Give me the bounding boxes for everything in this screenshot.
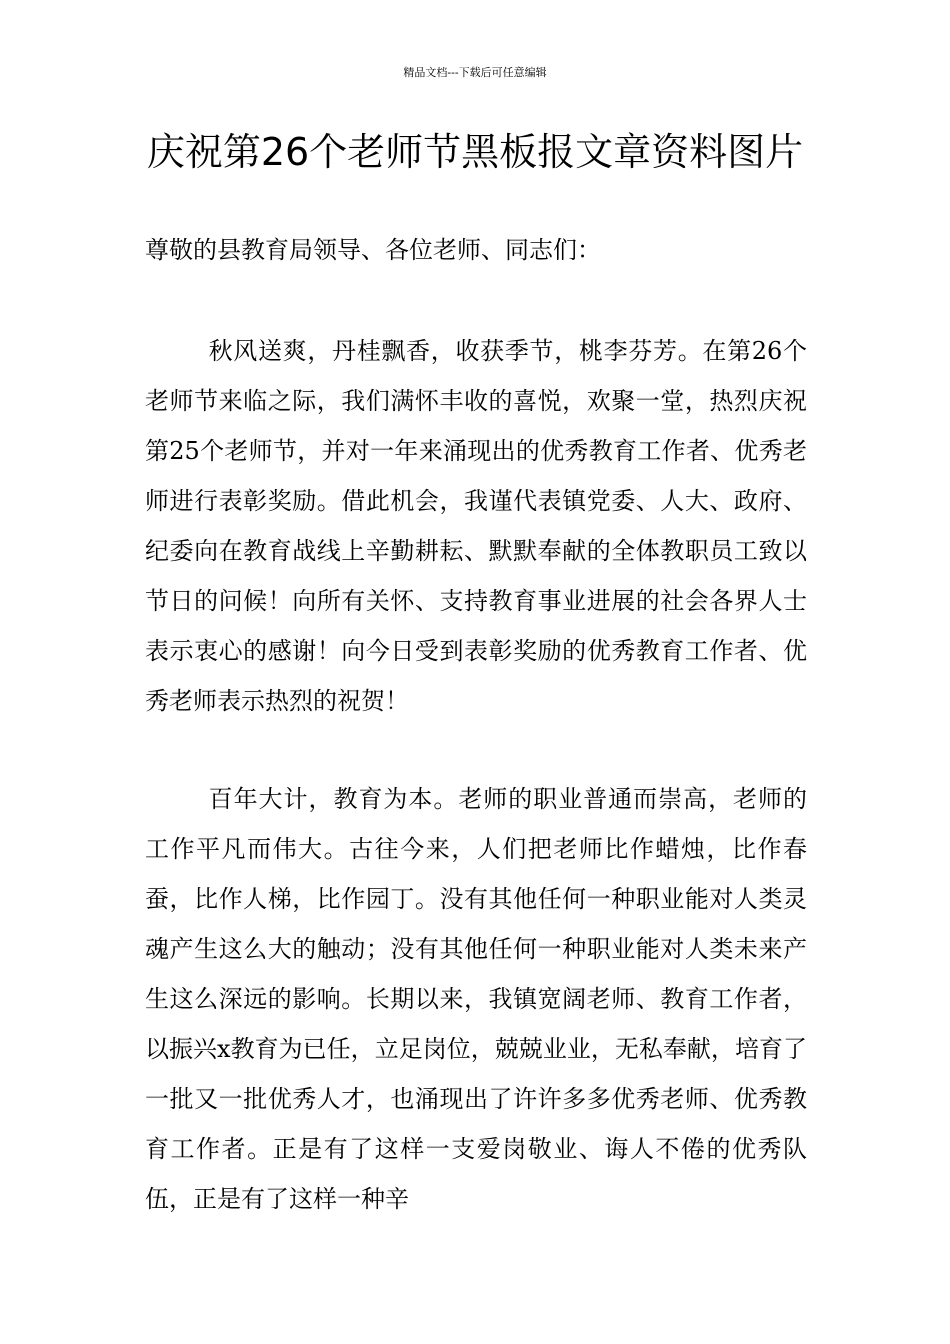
body-paragraph-1: 秋风送爽，丹桂飘香，收获季节，桃李芬芳。在第26个老师节来临之际，我们满怀丰收的喜悦，欢聚一堂，热烈庆祝第25个老师节，并对一年来涌现出的优秀教育工作者、优秀老师进行表彰奖励。借此机会，我谨代表镇党委、人大、政府、纪委向在教育战线上辛勤耕耘、默默奉献的全体教职员工致以节日的问候！向所有关怀、支持教育事业进展的社会各界人士表示衷心的感谢！向今日受到表彰奖励的优秀教育工作者、优秀老师表示热烈的祝贺！ [145, 337, 807, 715]
header-note: 精品文档---下载后可任意编辑 [403, 66, 547, 79]
document-title: 庆祝第26个老师节黑板报文章资料图片 [146, 130, 804, 174]
salutation: 尊敬的县教育局领导、各位老师、同志们： [145, 236, 601, 264]
body-paragraph-2: 百年大计，教育为本。老师的职业普通而崇高，老师的工作平凡而伟大。古往今来，人们把老师比作蜡烛，比作春蚕，比作人梯，比作园丁。没有其他任何一种职业能对人类灵魂产生这么大的触动；没有其他任何一种职业能对人类未来产生这么深远的影响。长期以来，我镇宽阔老师、教育工作者，以振兴x教育为已任，立足岗位，兢兢业业，无私奉献，培育了一批又一批优秀人才，也涌现出了许许多多优秀老师、优秀教育工作者。正是有了这样一支爱岗敬业、诲人不倦的优秀队伍，正是有了这样一种辛 [145, 785, 807, 1213]
